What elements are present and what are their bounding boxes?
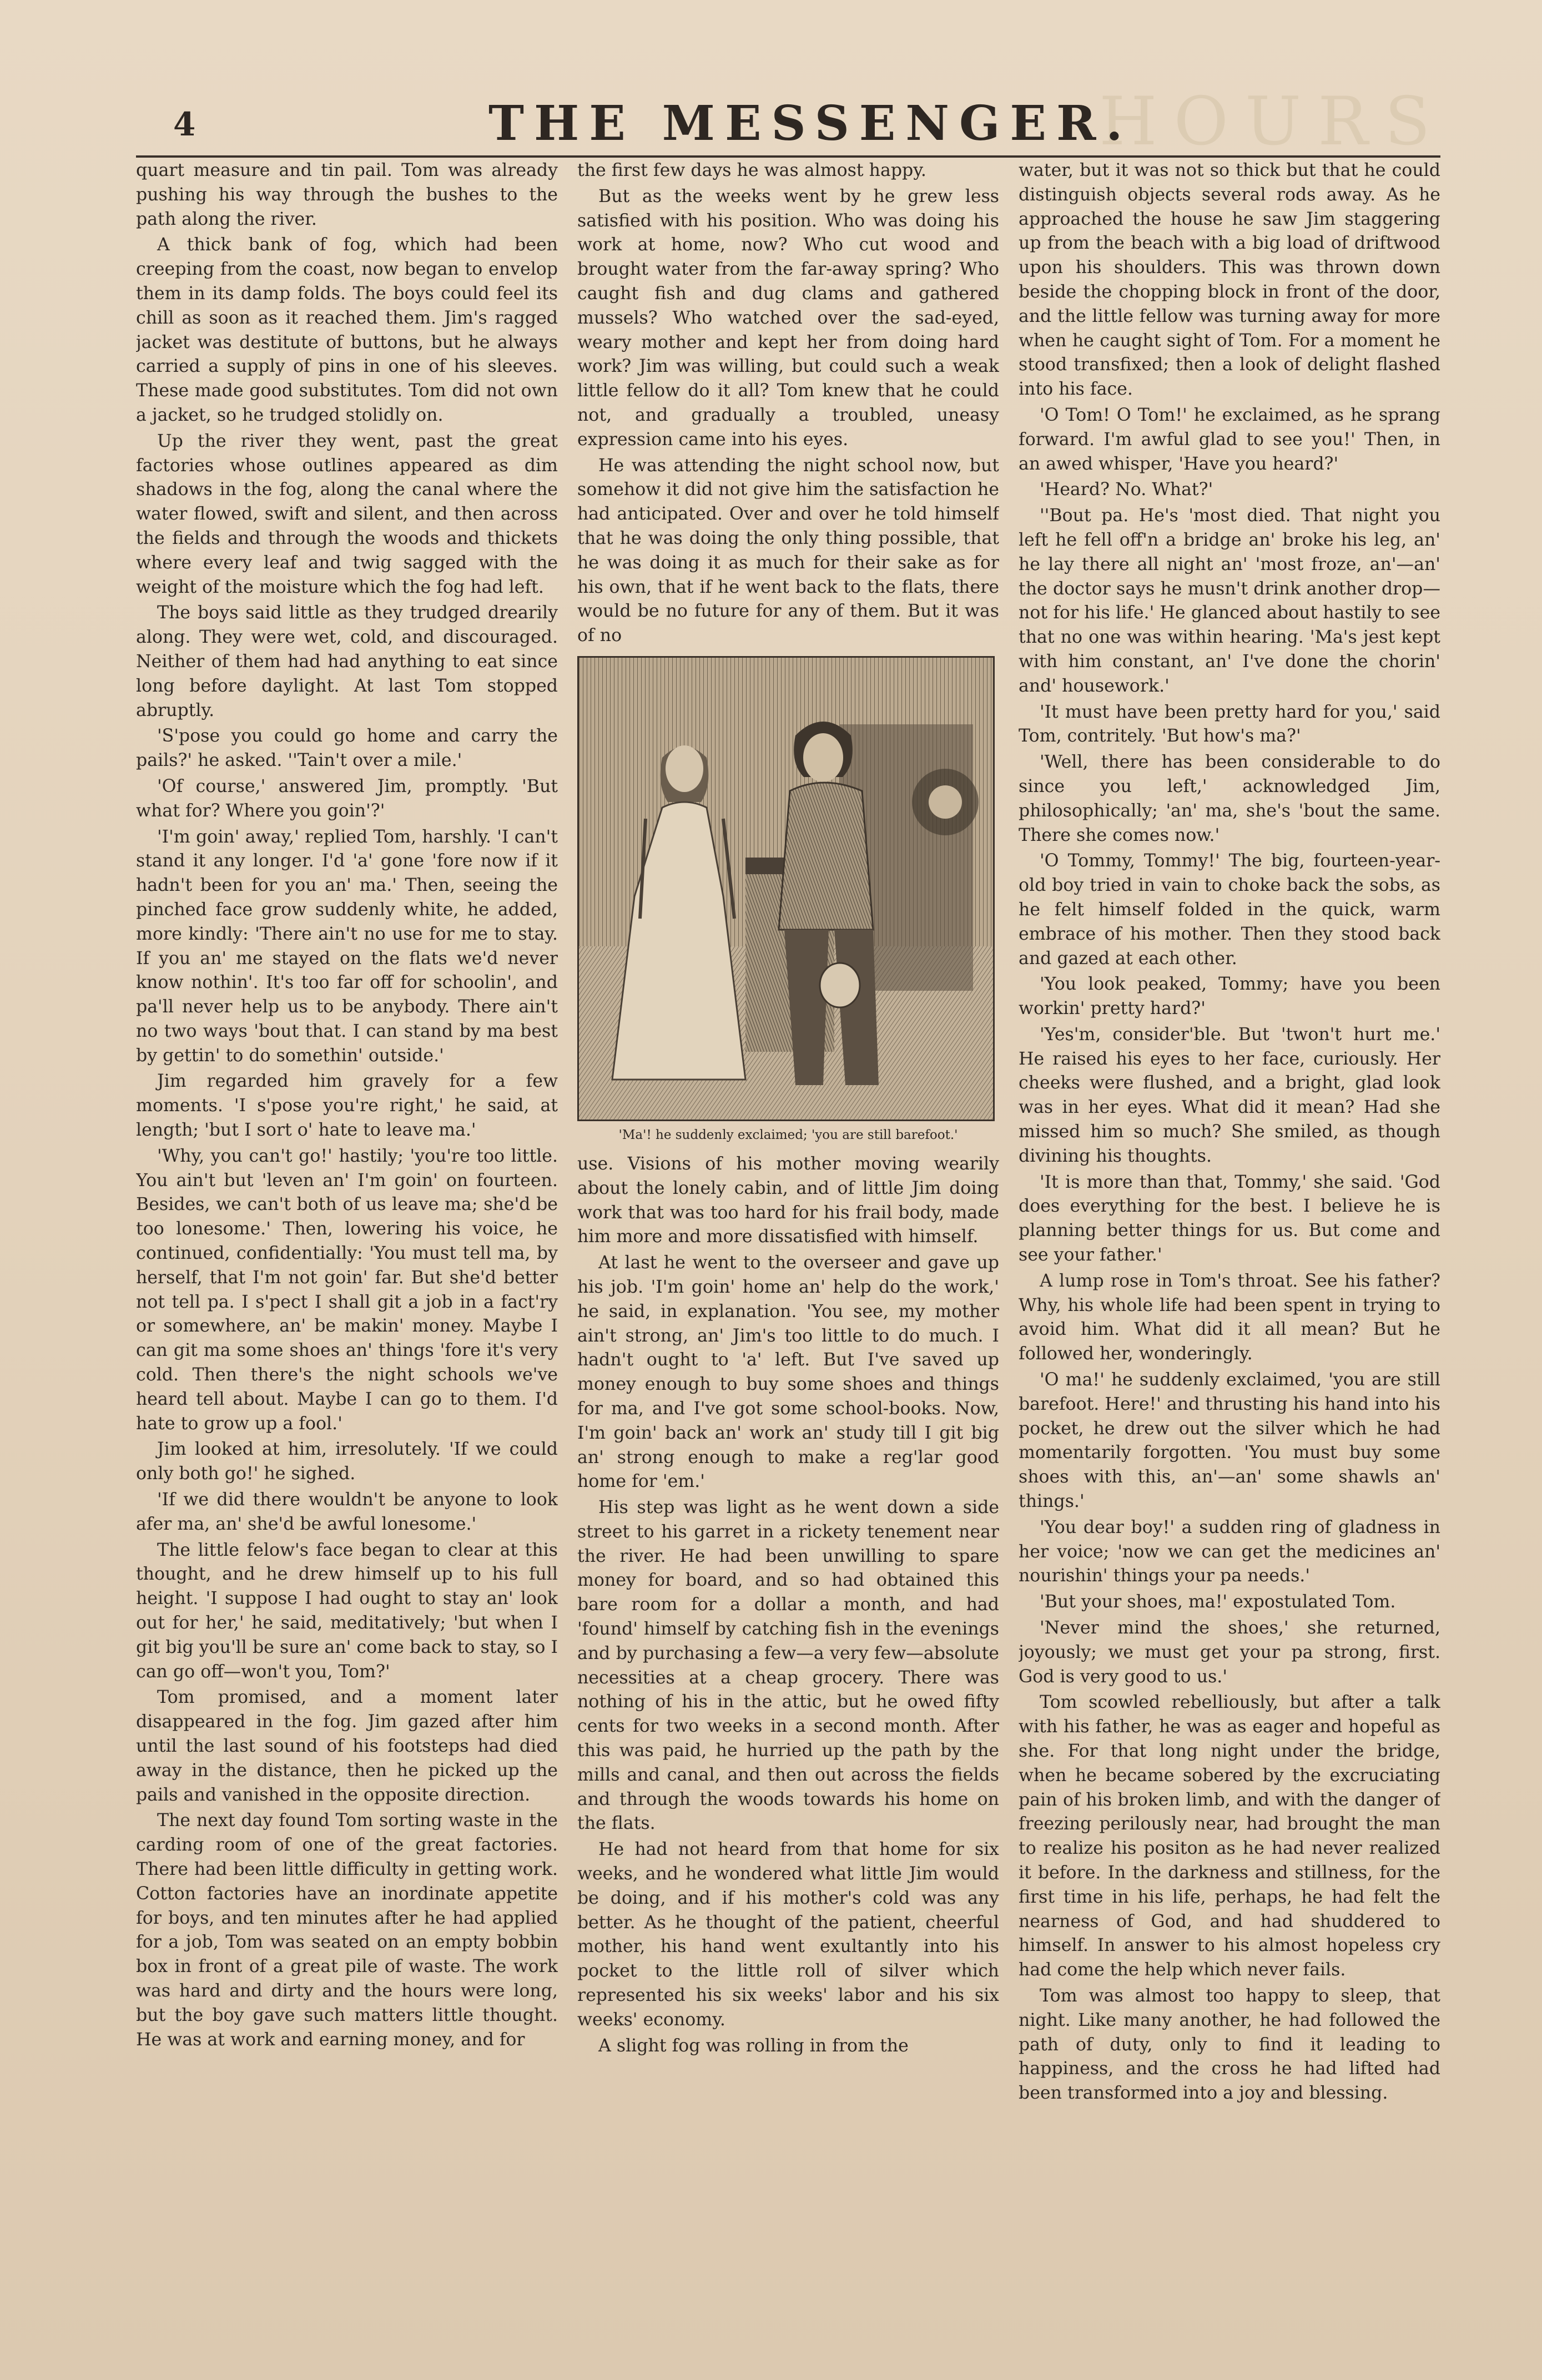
masthead-title: THE MESSENGER.: [488, 95, 1133, 152]
paragraph: 'O Tommy, Tommy!' The big, fourteen-year-old boy tried in vain to choke back the sobs, as he felt himself folded in the quick, warm embrace of his mother. Then they stood back and gazed at each other.: [1019, 851, 1440, 969]
paragraph: 'If we did there wouldn't be anyone to look afer ma, an' she'd be awful lonesome.': [136, 1490, 558, 1534]
article-column-2: [577, 159, 999, 2229]
header-rule: [136, 155, 1440, 158]
paragraph: A lump rose in Tom's throat. See his father? Why, his whole life had been spent in trying to avoid him. What did it all mean? But he followed her, wonderingly.: [1019, 1270, 1440, 1364]
illustration-caption: 'Ma'! he suddenly exclaimed; 'you are still barefoot.': [618, 1127, 958, 1142]
paragraph: Tom was almost too happy to sleep, that night. Like many another, he had followed the path of duty, only to find it leading to happiness, and the cross he had lifted had been transformed into a joy and blessing.: [1019, 1985, 1440, 2104]
paragraph: The little felow's face began to clear at this thought, and he drew himself up to his full height. 'I suppose I had ought to stay an' look out for her,' he said, meditatively; 'but when I git big you'll be sure an' come back to stay, so I can go off—won't you, Tom?': [136, 1540, 558, 1682]
paragraph: 'Yes'm, consider'ble. But 'twon't hurt me.' He raised his eyes to her face, curiously. Her cheeks were flushed, and a bright, glad look was in her eyes. What did it mean? Had she missed him so much? She smiled, as though divining his thoughts.: [1019, 1024, 1440, 1166]
paragraph: 'You dear boy!' a sudden ring of gladness in her voice; 'now we can get the medicines an' nourishin' things your pa needs.': [1019, 1517, 1440, 1586]
paragraph: He was attending the night school now, but somehow it did not give him the satisfaction he had anticipated. Over and over he told himself that he was doing the only thing possible, that he was doing it as much for their sake as for his own, that if he went back to the flats, there would be no future for any of them. But it was of no: [577, 455, 999, 646]
paragraph: 'Why, you can't go!' hastily; 'you're too little. You ain't but 'leven an' I'm goin' on fourteen. Besides, we can't both of us leave ma; she'd be too lonesome.' Then, lowering his voice, he continued, confidentially: 'You must tell ma, by herself, that I'm not goin' far. But she'd better not tell pa. I s'pect I shall git a job in a fact'ry or somewhere, an' be makin' money. Maybe I can git ma some shoes an' things 'fore it's very cold. Then there's the night schools we've heard tell about. Maybe I can go to them. I'd hate to grow up a fool.': [136, 1146, 558, 1434]
paragraph: Tom scowled rebelliously, but after a talk with his father, he was as eager and hopeful as she. For that long night under the bridge, when he became sobered by the excruciating pain of his broken limb, and with the danger of freezing perilously near, had brought the man to realize his positon as he had never realized it before. In the darkness and stillness, for the first time in his life, perhaps, he had felt the nearness of God, and had shuddered to himself. In answer to his almost hopeless cry had come the help which never fails.: [1019, 1692, 1440, 1980]
paragraph: quart measure and tin pail. Tom was already pushing his way through the bushes to the path along the river.: [136, 160, 558, 229]
paragraph: Jim regarded him gravely for a few moments. 'I s'pose you're right,' he said, at length; 'but I sort o' hate to leave ma.': [136, 1071, 558, 1141]
paragraph: Up the river they went, past the great factories whose outlines appeared as dim shadows in the fog, along the canal where the water flowed, swift and silent, and then across the fields and through the woods and thickets where every leaf and twig sagged with the weight of the moisture which the fog had left.: [136, 431, 558, 597]
paragraph: The next day found Tom sorting waste in the carding room of one of the great factories. There had been little difficulty in getting work. Cotton factories have an inordinate appetite for boys, and ten minutes after he had applied for a job, Tom was seated on an empty bobbin box in front of a great pile of waste. The work was hard and dirty and the hours were long, but the boy gave such matters little thought. He was at work and earning money, and for: [136, 1811, 558, 2050]
paragraph: use. Visions of his mother moving wearily about the lonely cabin, and of little Jim doing work that was too hard for his frail body, made him more and more dissatisfied with himself.: [577, 1153, 999, 1247]
page-number: 4: [173, 105, 196, 143]
paragraph: 'O Tom! O Tom!' he exclaimed, as he sprang forward. I'm awful glad to see you!' Then, in an awed whisper, 'Have you heard?': [1019, 405, 1440, 474]
paragraph: A slight fog was rolling in from the: [598, 2035, 909, 2056]
paragraph: 'You look peaked, Tommy; have you been workin' pretty hard?': [1019, 974, 1440, 1019]
paragraph: ''Bout pa. He's 'most died. That night you left he fell off'n a bridge an' broke his leg, an' he lay there all night an' 'most froze, an'—an' the doctor says he musn't drink another drop—not for his life.' He glanced about hastily to see that no one was within hearing. 'Ma's jest kept with him constant, an' I've done the chorin' and' housework.': [1019, 506, 1440, 696]
column-2-top-text: [577, 159, 999, 648]
article-column-3: [1019, 159, 1440, 2229]
paragraph: 'Of course,' answered Jim, promptly. 'But what for? Where you goin'?': [136, 776, 558, 821]
paragraph: 'O ma!' he suddenly exclaimed, 'you are still barefoot. Here!' and thrusting his hand into his pocket, he drew out the silver which he had momentarily forgotten. 'You must buy some shoes with this, an'—an' some shawls an' things.': [1019, 1370, 1440, 1512]
paragraph: 'But your shoes, ma!' expostulated Tom.: [1040, 1592, 1396, 1612]
paragraph: 'I'm goin' away,' replied Tom, harshly. 'I can't stand it any longer. I'd 'a' gone 'fore now if it hadn't been for you an' ma.' Then, seeing the pinched face grow suddenly white, he added, more kindly: 'There ain't no use for me to stay. If you an' me stayed on the flats we'd never know nothin'. It's too far off for schoolin', and pa'll never help us to be anybody. There ain't no two ways 'bout that. I can stand by ma best by gettin' to do somethin' outside.': [136, 826, 558, 1066]
paragraph: 'S'pose you could go home and carry the pails?' he asked. ''Tain't over a mile.': [136, 726, 558, 771]
paragraph: 'Never mind the shoes,' she returned, joyously; we must get your pa strong, first. God is very good to us.': [1019, 1618, 1440, 1687]
paragraph: 'It is more than that, Tommy,' she said. 'God does everything for the best. I believe he is planning better things for us. But come and see your father.': [1019, 1172, 1440, 1265]
paragraph: The boys said little as they trudged drearily along. They were wet, cold, and discouraged. Neither of them had had anything to eat since long before daylight. At last Tom stopped abruptly.: [136, 603, 558, 720]
article-column-1: [136, 159, 558, 2229]
paragraph: 'Heard? No. What?': [1040, 480, 1213, 500]
paragraph: water, but it was not so thick but that he could distinguish objects several rods away. As he approached the house he saw Jim staggering up from the beach with a big load of driftwood upon his shoulders. This was thrown down beside the chopping block in front of the door, and the little fellow was turning away for more when he caught sight of Tom. For a moment he stood transfixed; then a look of delight flashed into his face.: [1019, 160, 1440, 400]
paragraph: His step was light as he went down a side street to his garret in a rickety tenement near the river. He had been unwilling to spare money for board, and so had obtained this bare room for a dollar a month, and had 'found' himself by catching fish in the evenings and by purchasing a few—a very few—absolute necessities at a cheap grocery. There was nothing of his in the attic, but he owed fifty cents for two weeks in a second month. After this was paid, he hurried up the path by the mills and canal, and then out across the fields and through the woods towards his home on the flats.: [577, 1497, 999, 1834]
paragraph: 'It must have been pretty hard for you,' said Tom, contritely. 'But how's ma?': [1019, 702, 1440, 747]
paragraph: He had not heard from that home for six weeks, and he wondered what little Jim would be doing, and if his mother's cold was any better. As he thought of the patient, cheerful mother, his hand went exultantly into his pocket to the little roll of silver which represented his six weeks' labor and his six weeks' economy.: [577, 1839, 999, 2030]
column-2-bottom-text: [577, 1152, 999, 2058]
show-through-text: HOURS: [1099, 83, 1447, 160]
paragraph: A thick bank of fog, which had been creeping from the coast, now began to envelop them in its damp folds. The boys could feel its chill as soon as it reached them. Jim's ragged jacket was destitute of buttons, but he always carried a supply of pins in one of his sleeves. These made good substitutes. Tom did not own a jacket, so he trudged stolidly on.: [136, 235, 558, 425]
engraving-drawing: [579, 658, 993, 1120]
paragraph: the first few days he was almost happy.: [577, 160, 926, 180]
paragraph: Tom promised, and a moment later disappeared in the fog. Jim gazed after him until the last sound of his footsteps had died away in the distance, then he picked up the pails and vanished in the opposite direction.: [136, 1687, 558, 1805]
illustration: [577, 656, 999, 1143]
paragraph: 'Well, there has been considerable to do since you left,' acknowledged Jim, philosophically; 'an' ma, she's 'bout the same. There she comes now.': [1019, 752, 1440, 845]
paragraph: Jim looked at him, irresolutely. 'If we could only both go!' he sighed.: [136, 1439, 558, 1484]
engraving-image: [577, 656, 995, 1121]
paragraph: But as the weeks went by he grew less satisfied with his position. Who was doing his work at home, now? Who cut wood and brought water from the far-away spring? Who caught fish and dug clams and gathered mussels? Who watched over the sad-eyed, weary mother and kept her from doing hard work? Jim was willing, but could such a weak little fellow do it all? Tom knew that he could not, and gradually a troubled, uneasy expression came into his eyes.: [577, 186, 999, 450]
paragraph: At last he went to the overseer and gave up his job. 'I'm goin' home an' help do the work,' he said, in explanation. 'You see, my mother ain't strong, an' Jim's too little to do much. I hadn't ought to 'a' left. But I've saved up money enough to buy some shoes and things for ma, and I've got some school-books. Now, I'm goin' back an' work an' study till I git big an' strong enough to make a reg'lar good home for 'em.': [577, 1253, 999, 1492]
